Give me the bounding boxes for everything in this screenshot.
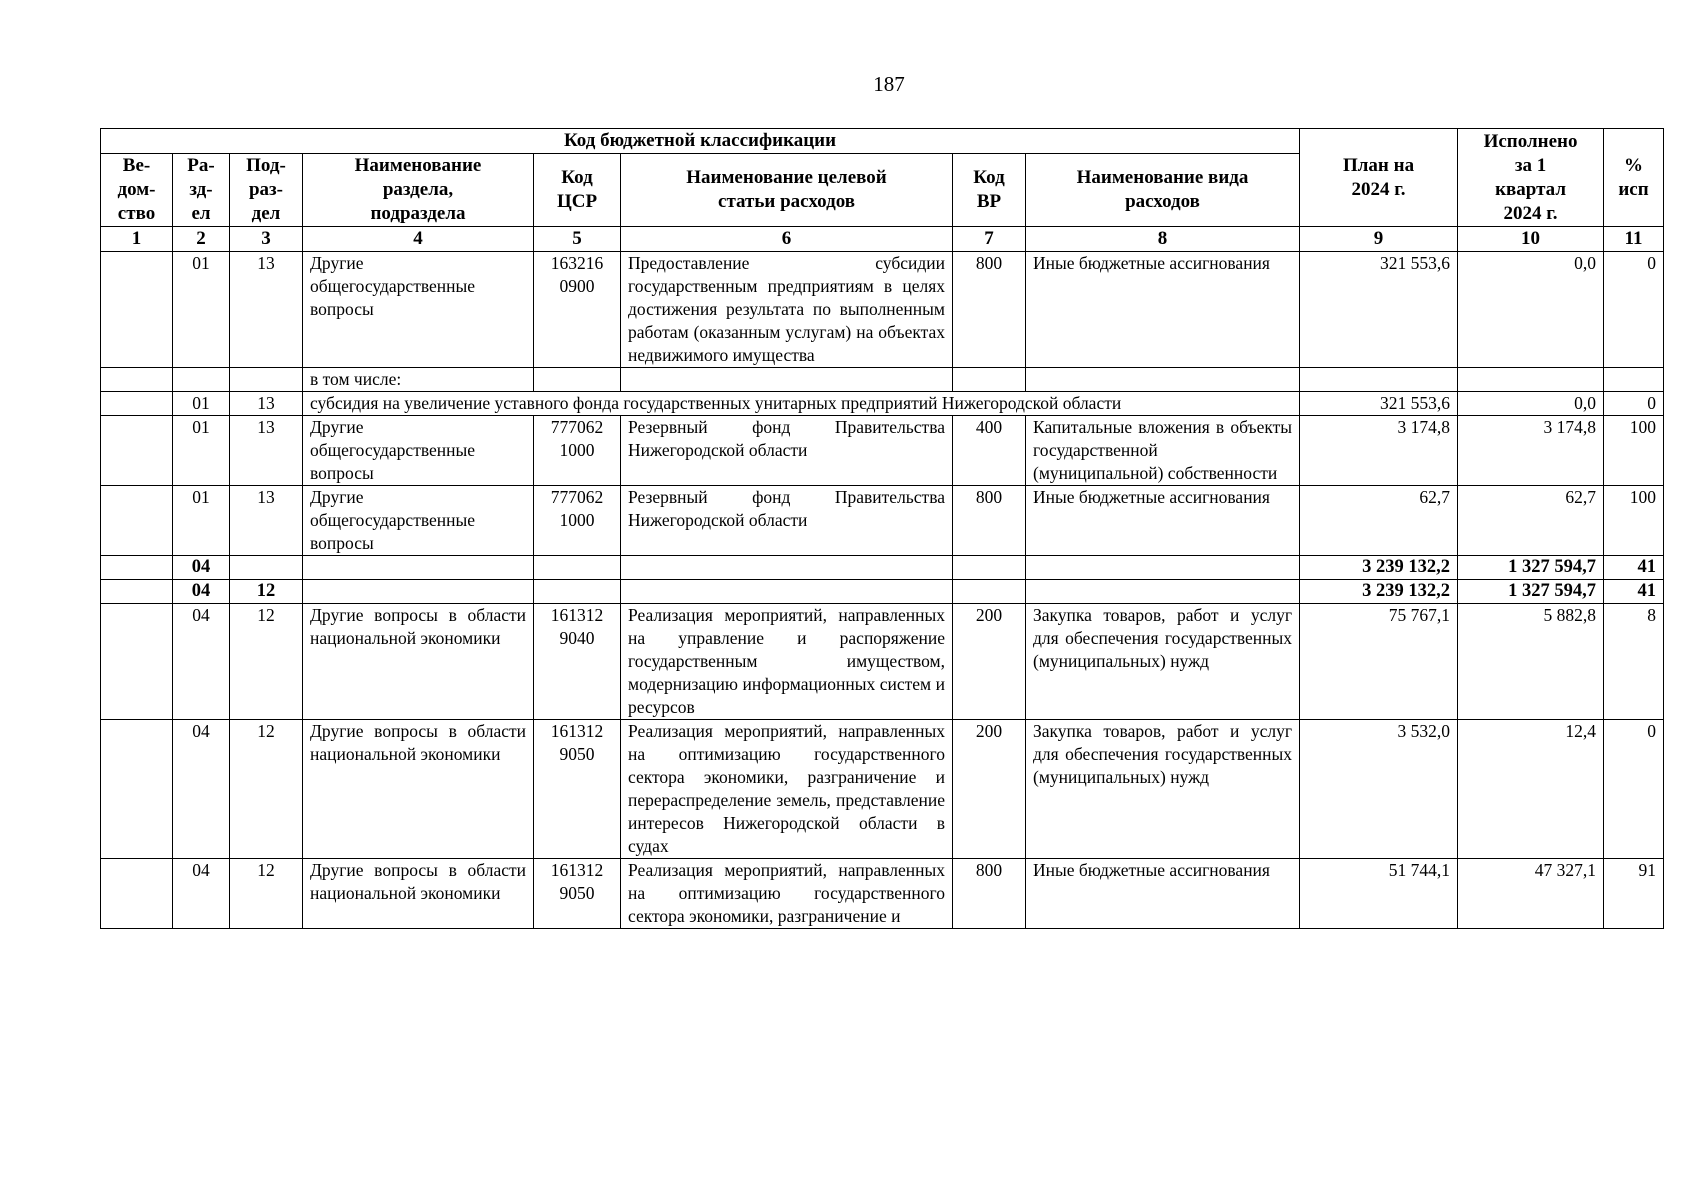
cell-razdel: 04 <box>173 580 230 604</box>
cell-vr-name: Иные бюджетные ассигнования <box>1026 252 1300 368</box>
cell-podrazdel: 13 <box>230 252 303 368</box>
cell-razdel-name: Другие вопросы в области национальной экономики <box>303 604 534 720</box>
column-number: 9 <box>1300 227 1458 252</box>
cell-razdel-name: Другие вопросы в области национальной экономики <box>303 720 534 859</box>
cell-plan: 75 767,1 <box>1300 604 1458 720</box>
cell-csr: 161312 9050 <box>534 859 621 929</box>
header-executed <box>1458 129 1604 227</box>
cell-csr: 777062 1000 <box>534 416 621 486</box>
cell-vr: 800 <box>953 252 1026 368</box>
cell-vr: 400 <box>953 416 1026 486</box>
cell-csr: 161312 9040 <box>534 604 621 720</box>
cell-percent: 41 <box>1604 580 1664 604</box>
header-razdel-name <box>303 154 534 227</box>
header-plan-label: План на 2024 г. <box>1342 154 1415 200</box>
column-number: 8 <box>1026 227 1300 252</box>
column-number: 5 <box>534 227 621 252</box>
cell-razdel-name: Другие вопросы в области национальной экономики <box>303 859 534 929</box>
cell-percent: 100 <box>1604 416 1664 486</box>
table-row <box>101 604 1664 720</box>
cell-vr: 800 <box>953 486 1026 556</box>
table-row <box>101 392 1664 416</box>
column-number: 6 <box>621 227 953 252</box>
header-podrazdel-label: Под- раз- дел <box>246 155 286 224</box>
cell-vedomstvo <box>101 416 173 486</box>
cell-razdel: 04 <box>173 604 230 720</box>
cell-vr-name: Иные бюджетные ассигнования <box>1026 859 1300 929</box>
column-number: 7 <box>953 227 1026 252</box>
cell-podrazdel: 13 <box>230 486 303 556</box>
cell-podrazdel: 12 <box>230 859 303 929</box>
table-row <box>101 252 1664 368</box>
cell-executed: 12,4 <box>1458 720 1604 859</box>
column-number: 11 <box>1604 227 1664 252</box>
cell-plan: 3 239 132,2 <box>1300 580 1458 604</box>
header-vr-name <box>1026 154 1300 227</box>
header-vr-name-label: Наименование вида расходов <box>1076 167 1249 212</box>
table-row <box>101 416 1664 486</box>
cell-plan: 3 239 132,2 <box>1300 556 1458 580</box>
cell-podrazdel: 12 <box>230 604 303 720</box>
cell-razdel: 01 <box>173 416 230 486</box>
header-vedomstvo-label: Ве- дом- ство <box>117 155 156 224</box>
cell-podrazdel: 12 <box>230 580 303 604</box>
cell-csr-name: Резервный фонд Правительства Нижегородской области <box>621 486 953 556</box>
cell-razdel-name: Другие общегосударственные вопросы <box>303 416 534 486</box>
cell-executed: 62,7 <box>1458 486 1604 556</box>
header-razdel <box>173 154 230 227</box>
cell-vedomstvo <box>101 604 173 720</box>
header-vedomstvo <box>101 154 173 227</box>
header-razdel-label: Ра- зд- ел <box>187 155 215 224</box>
column-number: 4 <box>303 227 534 252</box>
cell-podrazdel: 13 <box>230 392 303 416</box>
header-podrazdel <box>230 154 303 227</box>
header-group-title: Код бюджетной классификации <box>101 129 1300 154</box>
header-razdel-name-label: Наименование раздела, подраздела <box>354 155 482 224</box>
budget-table <box>100 128 1664 929</box>
table-row <box>101 486 1664 556</box>
cell-plan: 51 744,1 <box>1300 859 1458 929</box>
cell-percent: 0 <box>1604 392 1664 416</box>
column-number: 1 <box>101 227 173 252</box>
cell-csr: 777062 1000 <box>534 486 621 556</box>
cell-csr-name: Реализация мероприятий, направленных на оптимизацию государственного сектора экономики, разграничение и перераспределение земель, представление интересов Нижегородской области в судах <box>621 720 953 859</box>
cell-percent: 91 <box>1604 859 1664 929</box>
cell-including-label: в том числе: <box>303 368 534 392</box>
cell-razdel-name: Другие общегосударственные вопросы <box>303 486 534 556</box>
cell-csr: 163216 0900 <box>534 252 621 368</box>
cell-podrazdel: 12 <box>230 720 303 859</box>
header-vr-label: Код ВР <box>973 167 1005 212</box>
cell-plan: 62,7 <box>1300 486 1458 556</box>
cell-plan: 321 553,6 <box>1300 252 1458 368</box>
cell-razdel: 01 <box>173 392 230 416</box>
cell-plan: 321 553,6 <box>1300 392 1458 416</box>
cell-percent: 0 <box>1604 720 1664 859</box>
header-executed-label: Исполнено за 1 квартал 2024 г. <box>1483 130 1578 224</box>
cell-plan: 3 532,0 <box>1300 720 1458 859</box>
cell-csr-name: Резервный фонд Правительства Нижегородской области <box>621 416 953 486</box>
cell-razdel: 04 <box>173 720 230 859</box>
cell-plan: 3 174,8 <box>1300 416 1458 486</box>
cell-podrazdel: 13 <box>230 416 303 486</box>
column-number: 3 <box>230 227 303 252</box>
cell-executed: 0,0 <box>1458 392 1604 416</box>
cell-razdel: 01 <box>173 486 230 556</box>
cell-executed: 0,0 <box>1458 252 1604 368</box>
cell-vedomstvo <box>101 720 173 859</box>
cell-vr-name: Иные бюджетные ассигнования <box>1026 486 1300 556</box>
cell-vr: 200 <box>953 604 1026 720</box>
cell-razdel: 04 <box>173 859 230 929</box>
table-row <box>101 859 1664 929</box>
cell-razdel: 01 <box>173 252 230 368</box>
cell-executed: 1 327 594,7 <box>1458 556 1604 580</box>
cell-csr-name: Реализация мероприятий, направленных на оптимизацию государственного сектора экономики, разграничение и <box>621 859 953 929</box>
table-row-total <box>101 580 1664 604</box>
cell-vedomstvo <box>101 252 173 368</box>
cell-percent: 41 <box>1604 556 1664 580</box>
header-percent-label: % исп <box>1618 154 1649 200</box>
header-csr <box>534 154 621 227</box>
cell-vr: 200 <box>953 720 1026 859</box>
header-csr-name <box>621 154 953 227</box>
cell-vr: 800 <box>953 859 1026 929</box>
table-row <box>101 368 1664 392</box>
cell-vr-name: Капитальные вложения в объекты государственной (муниципальной) собственности <box>1026 416 1300 486</box>
cell-percent: 8 <box>1604 604 1664 720</box>
page-number: 187 <box>873 72 905 96</box>
cell-csr-name: Предоставление субсидии государственным предприятиям в целях достижения результата по выполненным работам (оказанным услугам) на объектах недвижимого имущества <box>621 252 953 368</box>
cell-vedomstvo <box>101 486 173 556</box>
cell-vr-name: Закупка товаров, работ и услуг для обеспечения государственных (муниципальных) нужд <box>1026 604 1300 720</box>
column-numbers-row <box>101 227 1664 252</box>
cell-percent: 100 <box>1604 486 1664 556</box>
header-vr <box>953 154 1026 227</box>
cell-subsidy-text: субсидия на увеличение уставного фонда государственных унитарных предприятий Нижегородской области <box>303 392 1300 416</box>
column-number: 10 <box>1458 227 1604 252</box>
header-percent <box>1604 129 1664 227</box>
cell-razdel: 04 <box>173 556 230 580</box>
cell-csr: 161312 9050 <box>534 720 621 859</box>
header-plan <box>1300 129 1458 227</box>
table-row <box>101 720 1664 859</box>
cell-podrazdel <box>230 556 303 580</box>
cell-executed: 3 174,8 <box>1458 416 1604 486</box>
cell-razdel-name: Другие общегосударственные вопросы <box>303 252 534 368</box>
table-row-total <box>101 556 1664 580</box>
cell-vr-name: Закупка товаров, работ и услуг для обеспечения государственных (муниципальных) нужд <box>1026 720 1300 859</box>
header-csr-label: Код ЦСР <box>556 167 598 212</box>
column-number: 2 <box>173 227 230 252</box>
cell-executed: 1 327 594,7 <box>1458 580 1604 604</box>
cell-percent: 0 <box>1604 252 1664 368</box>
header-csr-name-label: Наименование целевой статьи расходов <box>686 167 887 212</box>
cell-executed: 5 882,8 <box>1458 604 1604 720</box>
cell-csr-name: Реализация мероприятий, направленных на управление и распоряжение государственным имуществом, модернизацию информационных систем и ресурсов <box>621 604 953 720</box>
cell-vedomstvo <box>101 859 173 929</box>
cell-executed: 47 327,1 <box>1458 859 1604 929</box>
